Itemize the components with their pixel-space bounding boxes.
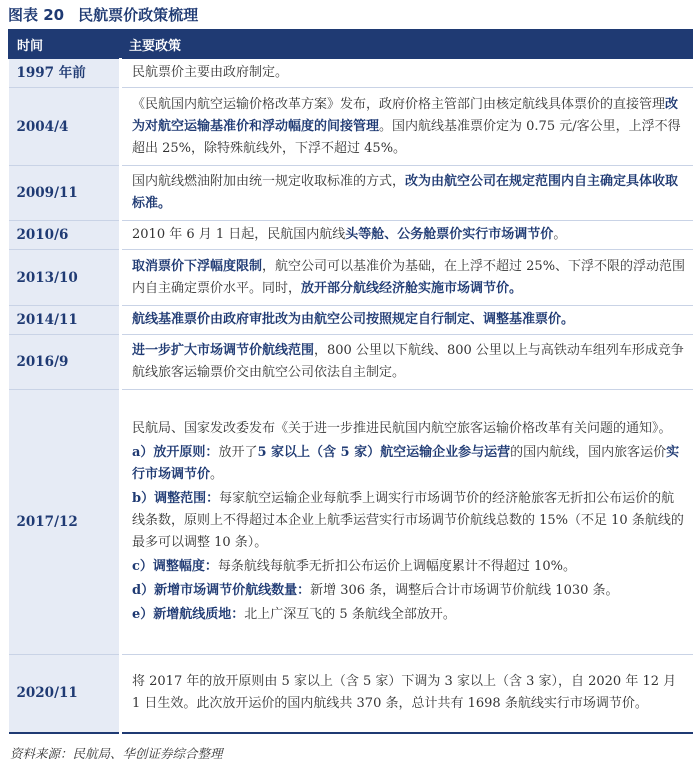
- row-year: 2013/10: [9, 250, 121, 306]
- row-year: 2020/11: [9, 655, 121, 733]
- policy-paragraph: [132, 171, 687, 215]
- row-policy: [121, 390, 693, 655]
- policy-text: 每条航线每航季无折扣公布运价上调幅度累计不得超过 10%。: [217, 559, 576, 574]
- table-row: [9, 655, 693, 733]
- policy-text: 每家航空运输企业每航季上调实行市场调节价的经济舱旅客无折扣公布运价的航线条数，原则上不得超过本企业上航季运营实行市场调节价航线总数的 15%（不足 10 条航线的最多可以调整 10 条）。: [132, 491, 684, 550]
- policy-emphasis: 改为由航空公司在规定范围内自主确定具体收取标准。: [132, 174, 679, 211]
- policy-paragraph: [132, 94, 687, 160]
- policy-emphasis: 进一步扩大市场调节价航线范围: [132, 343, 315, 358]
- row-policy: [121, 59, 693, 88]
- row-year: 1997 年前: [9, 59, 121, 88]
- figure-title-text: 民航票价政策梳理: [78, 6, 199, 24]
- row-year: 2014/11: [9, 306, 121, 335]
- policy-text: ，航空公司可以基准价为基础，在上浮不超过 25%、下浮不限的浮动范围内自主确定票价水平。同时，: [132, 258, 686, 296]
- table-row: [9, 88, 693, 166]
- policy-text: ，800 公里以下航线、800 公里以上与高铁动车组列车形成竞争航线旅客运输票价交由航空公司依法自主制定。: [132, 343, 684, 380]
- table-row: [9, 166, 693, 221]
- row-policy: [121, 335, 693, 390]
- policy-paragraph: [132, 488, 687, 554]
- header-policy: 主要政策: [121, 30, 693, 59]
- policy-text: 。: [210, 467, 224, 482]
- row-year: 2009/11: [9, 166, 121, 221]
- table-row: [9, 335, 693, 390]
- policy-paragraph: [132, 604, 687, 626]
- policy-table: [8, 29, 693, 734]
- policy-paragraph: [132, 671, 687, 715]
- policy-paragraph: [132, 62, 687, 84]
- row-policy: [121, 655, 693, 733]
- policy-emphasis: 实行市场调节价: [132, 445, 680, 482]
- policy-text: 北上广深互飞的 5 条航线全部放开。: [244, 607, 456, 622]
- table-row: [9, 221, 693, 250]
- table-header-row: [9, 30, 693, 59]
- policy-emphasis: b）调整范围：: [132, 491, 220, 506]
- policy-emphasis: 航线基准票价由政府审批改为由航空公司按照规定自行制定、调整基准票价。: [132, 312, 575, 327]
- policy-emphasis: 放开部分航线经济舱实施市场调节价。: [301, 280, 523, 296]
- policy-paragraph: [132, 256, 687, 300]
- policy-emphasis: e）新增航线质地：: [132, 607, 245, 622]
- policy-text: 将 2017 年的放开原则由 5 家以上（含 5 家）下调为 3 家以上（含 3 家），自 2020 年 12 月 1 日生效。此次放开运价的国内航线共 370 条，总计共有 1698 条航线实行市场调节价。: [132, 674, 677, 712]
- policy-paragraph: [132, 418, 687, 440]
- policy-text: 民航票价主要由政府制定。: [132, 65, 289, 80]
- policy-emphasis: 取消票价下浮幅度限制: [132, 258, 263, 274]
- row-policy: [121, 306, 693, 335]
- figure-title: [8, 3, 198, 27]
- policy-emphasis: a）放开原则：: [132, 445, 219, 460]
- table-row: [9, 59, 693, 88]
- policy-paragraph: [132, 580, 687, 602]
- policy-paragraph: [132, 224, 687, 246]
- policy-text: 《民航国内航空运输价格改革方案》发布，政府价格主管部门由核定航线具体票价的直接管理: [132, 96, 666, 112]
- policy-emphasis: d）新增市场调节价航线数量：: [132, 583, 311, 598]
- row-policy: [121, 250, 693, 306]
- table-row: [9, 390, 693, 655]
- row-policy: [121, 221, 693, 250]
- table-row: [9, 306, 693, 335]
- policy-text: 新增 306 条，调整后合计市场调节价航线 1030 条。: [310, 583, 619, 598]
- table-row: [9, 250, 693, 306]
- row-policy: [121, 88, 693, 166]
- policy-emphasis: 头等舱、公务舱票价实行市场调节价: [345, 227, 554, 242]
- row-year: 2010/6: [9, 221, 121, 250]
- policy-emphasis: 改为对航空运输基准价和浮动幅度的间接管理: [132, 96, 679, 134]
- row-policy: [121, 166, 693, 221]
- policy-text: 民航局、国家发改委发布《关于进一步推进民航国内航空旅客运输价格改革有关问题的通知》。: [132, 421, 672, 436]
- policy-text: 放开了: [218, 445, 258, 460]
- row-year: 2016/9: [9, 335, 121, 390]
- policy-paragraph: [132, 309, 687, 331]
- policy-text: 。: [553, 227, 567, 242]
- policy-paragraph: [132, 442, 687, 486]
- header-time: 时间: [9, 30, 121, 59]
- policy-paragraph: [132, 556, 687, 578]
- policy-emphasis: 5 家以上（含 5 家）航空运输企业参与运营: [257, 445, 511, 460]
- policy-text: 2010 年 6 月 1 日起，民航国内航线: [132, 227, 346, 242]
- figure-label: 图表 20: [8, 6, 65, 24]
- policy-text: 国内航线燃油附加由统一规定收取标准的方式，: [132, 174, 406, 189]
- policy-emphasis: c）调整幅度：: [132, 559, 218, 574]
- row-year: 2017/12: [9, 390, 121, 655]
- source-note: 资料来源：民航局、华创证券综合整理: [10, 746, 223, 761]
- row-year: 2004/4: [9, 88, 121, 166]
- policy-paragraph: [132, 340, 687, 384]
- policy-text: 的国内航线，国内旅客运价: [510, 445, 667, 460]
- policy-text: 。国内航线基准票价定为 0.75 元/客公里，上浮不得超出 25%，除特殊航线外，下浮不超过 45%。: [132, 118, 681, 156]
